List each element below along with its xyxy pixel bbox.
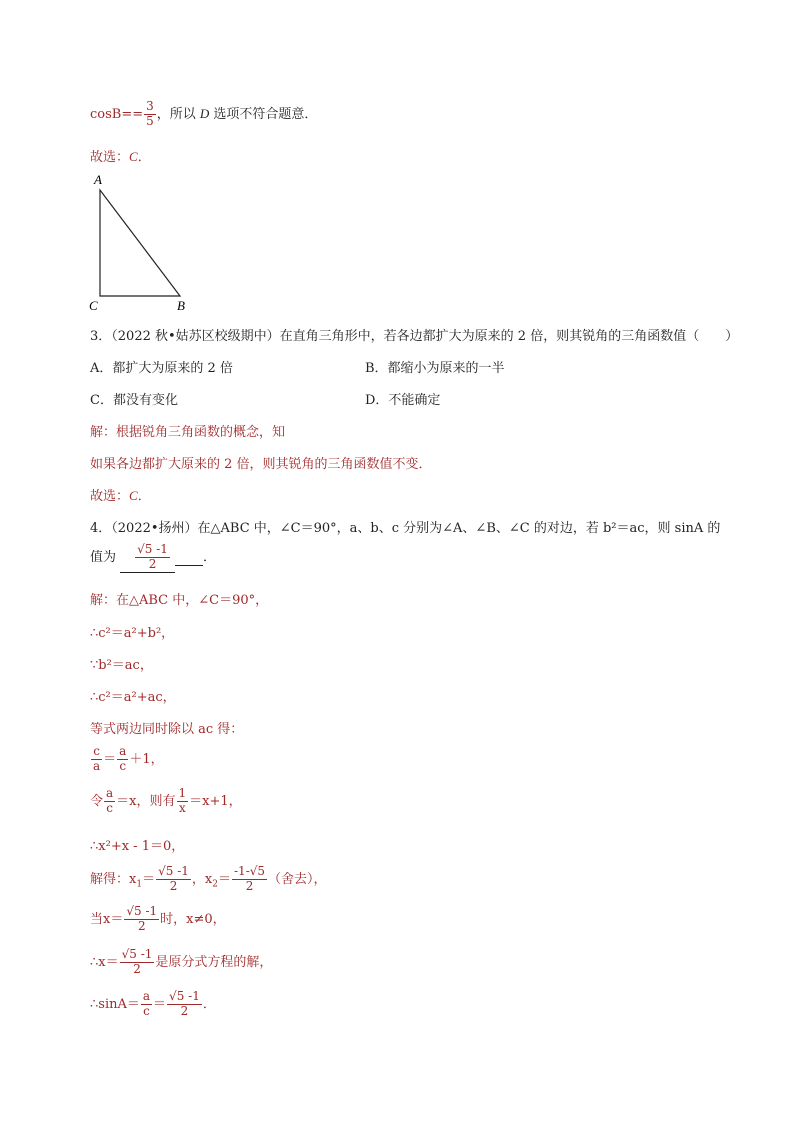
q4-step12: ∴sinA＝ $\frac{a}{c}$ ＝ $\frac{√5 -1}{2}$ ．: [90, 989, 216, 1018]
q3-option-c: C．都没有变化: [90, 393, 178, 408]
prev-answer: [90, 146, 151, 165]
one-over-x-num: 1: [178, 786, 187, 800]
a-over-c-2-den: c: [106, 800, 113, 815]
step12-sqrt: √5: [169, 989, 185, 1003]
q4-step10: 当x＝ $\frac{√5 -1}{2}$ 时，x≠0，: [90, 904, 226, 933]
cosb-tail-b: 选项不符合题意．: [209, 106, 318, 122]
a-over-c-2: [104, 787, 115, 816]
q3-solution-line1: 解：根据锐角三角函数的概念，知: [90, 425, 286, 440]
q4-step7-tail: ＝x+1，: [189, 793, 242, 809]
q4-step9-tail: （舍去），: [268, 871, 327, 887]
cosb-lhs: cosB==: [90, 106, 144, 122]
step12-minus: -1: [184, 989, 200, 1003]
q4-answer-sqrt: √5: [137, 542, 153, 556]
cosb-tail-d: D: [199, 105, 210, 121]
prev-answer-end: ．: [137, 150, 151, 165]
q4-step10-tail: 时，x≠0，: [160, 911, 226, 927]
q4-stem: 4．（2022•扬州）在△ABC 中，∠C＝90°，a、b、c 分别为∠A、∠B、∠C 的对边，若 b²＝ac，则 sinA 的: [90, 521, 721, 536]
a-over-c-num: a: [119, 744, 127, 758]
x2-den: 2: [245, 878, 254, 893]
q3-option-a: A．都扩大为原来的 2 倍: [90, 361, 233, 376]
step10-den: 2: [137, 918, 146, 933]
q4-step6: $\frac{c}{a}$ ＝ $\frac{a}{c}$ ＋1，: [93, 744, 164, 773]
x1-fraction: [156, 865, 191, 894]
q4-step5: 等式两边同时除以 ac 得：: [90, 722, 244, 737]
q4-step3: ∵b²＝ac，: [90, 658, 153, 673]
step10-sqrt: √5: [126, 904, 142, 918]
q4-step11: ∴x＝ $\frac{√5 -1}{2}$ 是原分式方程的解，: [90, 947, 273, 976]
step11-minus: -1: [136, 947, 153, 961]
step12-fraction: [167, 990, 202, 1019]
x1-minus: -1: [173, 864, 189, 878]
q4-step7-mid: ＝x，则有: [116, 793, 176, 809]
q4-step8: ∴x²+x - 1＝0，: [90, 839, 185, 854]
q3-answer-label: 故选：: [90, 489, 130, 504]
cosb-den: 5: [146, 113, 154, 128]
x2-fraction: [232, 865, 267, 894]
step10-minus: -1: [141, 904, 158, 918]
c-over-a: [91, 745, 102, 774]
step12-den: 2: [180, 1003, 189, 1018]
a-over-c: [117, 745, 128, 774]
q3-option-d: D．不能确定: [365, 393, 441, 408]
a-over-c-2-num: a: [106, 786, 114, 800]
one-over-x-den: x: [178, 800, 186, 815]
step10-fraction: [124, 905, 159, 934]
q4-step2: ∴c²＝a²+b²，: [90, 626, 175, 641]
cosb-num: 3: [146, 99, 154, 113]
q4-answer-den: 2: [148, 556, 157, 571]
c-over-a-num: c: [91, 745, 102, 760]
cosb-fraction: [144, 100, 156, 129]
q4-step10-prefix: 当: [90, 911, 104, 927]
prev-answer-label: 故选：: [90, 150, 130, 165]
vertex-a-label: A: [94, 172, 102, 187]
q3-answer-value: C: [129, 488, 138, 503]
q4-answer-blank: [120, 543, 175, 573]
q4-answer-line: 值为 $\frac{√5 -1}{2}$ ．: [90, 542, 216, 571]
q4-step12-prefix: ∴sinA＝: [90, 996, 140, 1012]
q3-solution-line2: 如果各边都扩大原来的 2 倍，则其锐角的三角函数值不变．: [90, 457, 432, 472]
cosb-line: [90, 100, 317, 129]
q3-option-b: B．都缩小为原来的一半: [365, 361, 505, 376]
vertex-c-label: C: [89, 298, 98, 313]
q4-step6-tail: ＋1，: [129, 751, 164, 767]
q4-value-prefix: 值为: [90, 549, 117, 565]
step12-a: a: [142, 989, 151, 1003]
one-over-x: [177, 787, 189, 816]
q4-step11-tail: 是原分式方程的解，: [155, 954, 273, 970]
x1-den: 2: [169, 878, 178, 893]
triangle-figure: [82, 170, 202, 315]
q3-answer-end: ．: [137, 489, 151, 504]
triangle-shape: [100, 190, 180, 296]
step12-a-over-c: [141, 990, 152, 1019]
prev-answer-value: C: [129, 149, 138, 164]
q4-answer-minus: -1: [152, 542, 168, 556]
step11-den: 2: [133, 961, 141, 976]
step12-c: c: [143, 1003, 150, 1018]
q4-step7: [90, 787, 242, 816]
q3-stem: 3．（2022 秋•姑苏区校级期中）在直角三角形中，若各边都扩大为原来的 2 倍，则其锐角的三角函数值（ ）: [90, 329, 739, 344]
cosb-tail-a: ，所以: [156, 106, 200, 122]
q4-step7-prefix: 令: [90, 793, 104, 809]
c-over-a-den: a: [93, 758, 101, 773]
a-over-c-den: c: [119, 758, 127, 773]
q3-answer: [90, 485, 151, 504]
x1-sqrt: √5: [158, 864, 174, 878]
q4-step9: 解得：$x_1=$ $\frac{√5 -1}{2}$ ，$x_2=$ $\frac{-1-√5}{2}$ （舍去），: [90, 864, 327, 893]
vertex-b-label: B: [177, 298, 185, 313]
q4-answer-fraction: [135, 543, 170, 572]
q4-step12-tail: ．: [202, 996, 216, 1012]
step11-fraction: [120, 948, 155, 977]
x2-num: -1-√5: [234, 864, 266, 878]
step11-sqrt: √5: [121, 947, 137, 961]
q4-answer-underline: [175, 550, 203, 566]
q4-step1: 解：在△ABC 中，∠C＝90°，: [90, 593, 269, 608]
q4-step9-prefix: 解得：: [90, 871, 130, 887]
q4-step4: ∴c²＝a²+ac，: [90, 690, 176, 705]
